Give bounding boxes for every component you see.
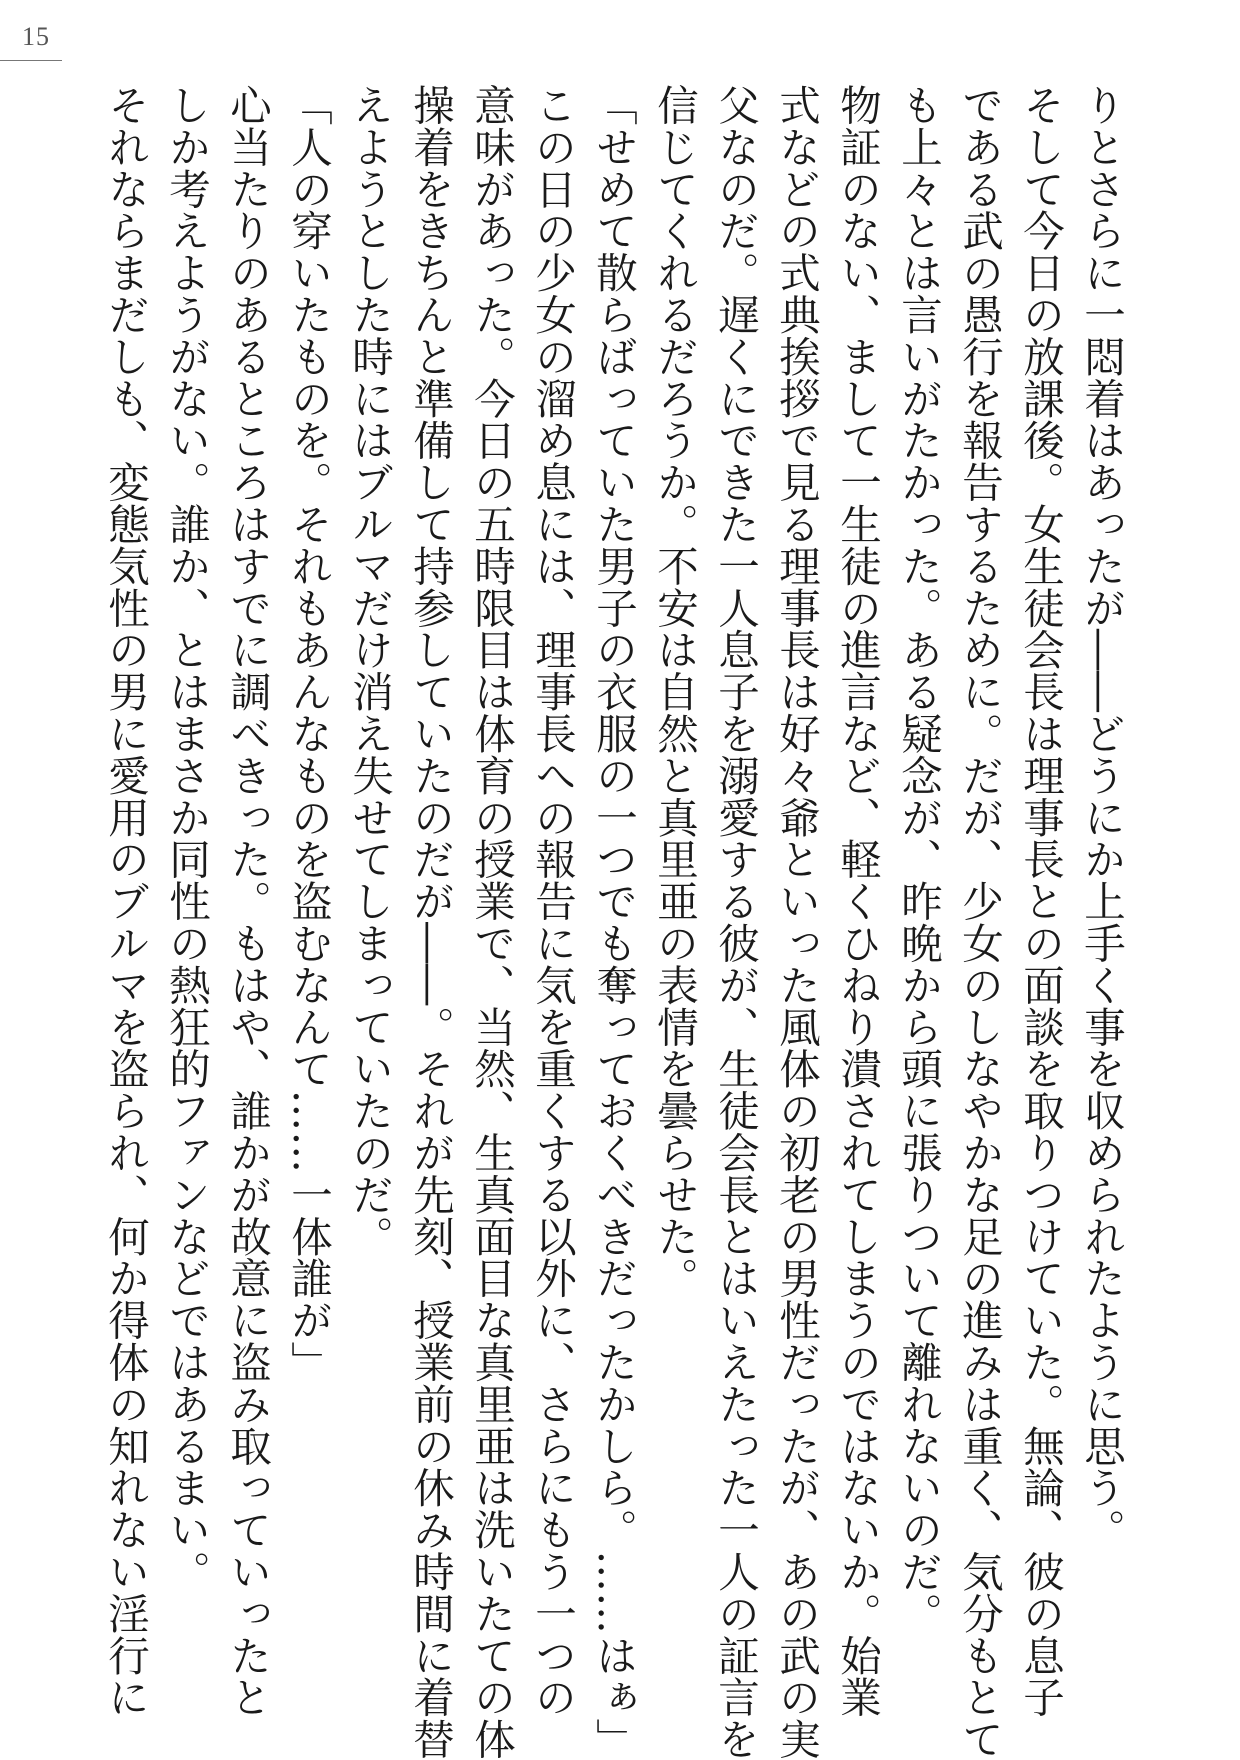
paragraph: も上々とは言いがたかった。ある疑念が、昨晩から頭に張りついて離れないのだ。 [894, 84, 943, 1635]
paragraph: りとさらに一悶着はあったが――どうにか上手く事を収められたように思う。 [1077, 84, 1126, 1551]
page-number-rule [0, 60, 62, 61]
paragraph: 意味があった。今日の五時限目は体育の授業で、当然、生真面目な真里亜は洗いたての体 [467, 84, 516, 1760]
paragraph: 父なのだ。遅くにできた一人息子を溺愛する彼が、生徒会長とはいえたった一人の証言を [711, 84, 760, 1760]
paragraph: 信じてくれるだろうか。不安は自然と真里亜の表情を曇らせた。 [650, 84, 699, 1300]
paragraph: この日の少女の溜め息には、理事長への報告に気を重くする以外に、さらにもう一つの [528, 84, 577, 1719]
paragraph: えようとした時にはブルマだけ消え失せてしまっていたのだ。 [345, 84, 394, 1258]
paragraph: 「せめて散らばっていた男子の衣服の一つでも奪っておくべきだったかしら。……はぁ」 [589, 84, 638, 1760]
paragraph: 式などの式典挨拶で見る理事長は好々爺といった風体の初老の男性だったが、あの武の実 [772, 84, 821, 1760]
paragraph: 物証のない、まして一生徒の進言など、軽くひねり潰されてしまうのではないか。始業 [833, 84, 882, 1719]
paragraph: 「人の穿いたものを。それもあんなものを盗むなんて……一体誰が」 [284, 84, 333, 1383]
paragraph: そして今日の放課後。女生徒会長は理事長との面談を取りつけていた。無論、彼の息子 [1016, 84, 1065, 1719]
paragraph: 操着をきちんと準備して持参していたのだが――。それが先刻、授業前の休み時間に着替 [406, 84, 455, 1760]
paragraph: 心当たりのあるところはすでに調べきった。もはや、誰かが故意に盗み取っていったと [223, 84, 272, 1719]
body-text [101, 84, 1132, 1760]
paragraph: である武の愚行を報告するために。だが、少女のしなやかな足の進みは重く、気分もとて [955, 84, 1004, 1760]
page-number: 15 [22, 22, 50, 51]
paragraph: それならまだしも、変態気性の男に愛用のブルマを盗られ、何か得体の知れない淫行に [101, 84, 150, 1719]
paragraph: しか考えようがない。誰か、とはまさか同性の熱狂的ファンなどではあるまい。 [162, 84, 211, 1593]
